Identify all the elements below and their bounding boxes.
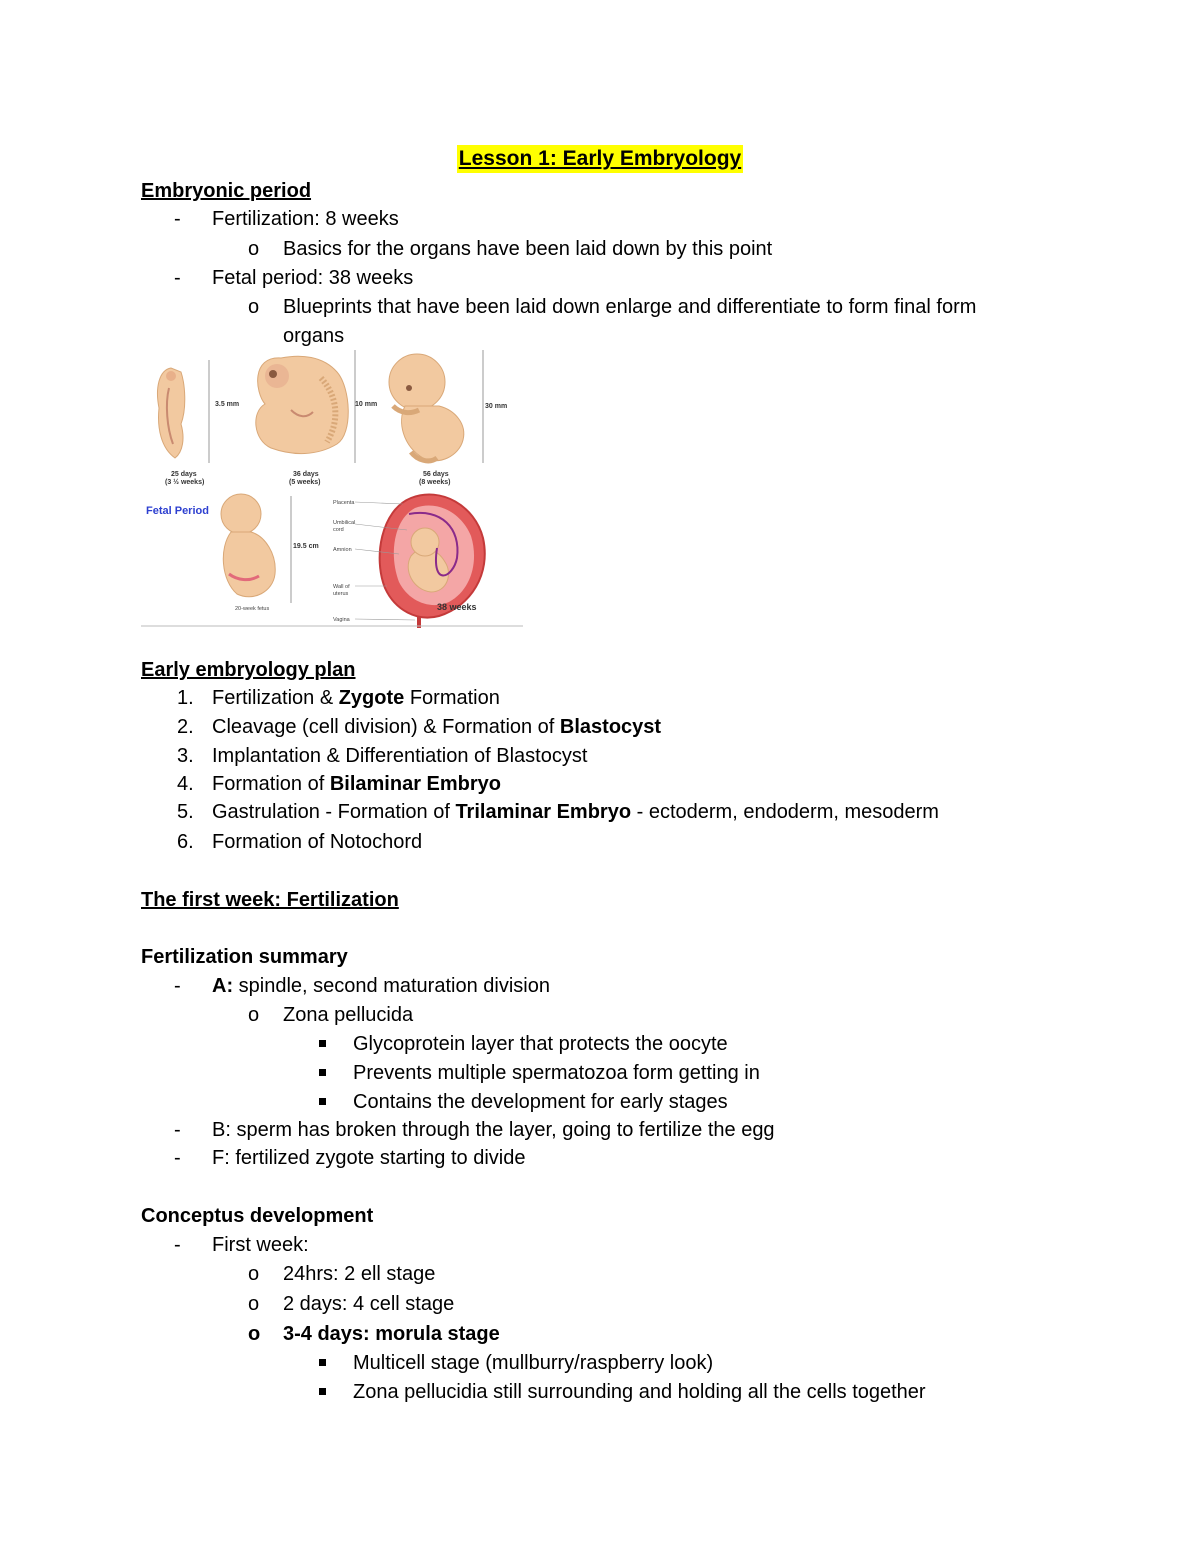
list-item-text: Basics for the organs have been laid down by this point <box>283 238 773 260</box>
list-number: 5. <box>177 801 194 823</box>
heading-early-embryology-plan: Early embryology plan <box>141 659 356 681</box>
label-umbilical: cord <box>333 527 344 533</box>
label-vagina: Vagina <box>333 617 350 623</box>
list-item-text: Contains the development for early stages <box>353 1091 728 1113</box>
list-item-text: F: fertilized zygote starting to divide <box>212 1147 526 1169</box>
list-item-text: A: spindle, second maturation division <box>212 975 550 997</box>
label-wall-of-uterus: Wall of <box>333 584 350 590</box>
title-container <box>0 145 1200 173</box>
list-item-text: 3-4 days: morula stage <box>283 1323 500 1345</box>
circle-bullet: o <box>248 1323 261 1345</box>
caption: 20-week fetus <box>235 606 270 612</box>
list-item-text: 2 days: 4 cell stage <box>283 1293 455 1315</box>
list-item-text: Cleavage (cell division) & Formation of Blastocyst <box>212 716 662 738</box>
list-item-text: Gastrulation - Formation of Trilaminar Embryo - ectoderm, endoderm, mesoderm <box>212 801 939 823</box>
caption: 56 days <box>423 471 449 478</box>
circle-bullet: o <box>248 238 260 260</box>
list-item-text: Zona pellucida <box>283 1004 414 1026</box>
list-item-text: 24hrs: 2 ell stage <box>283 1263 436 1285</box>
list-item-text: Zona pellucidia still surrounding and holding all the cells together <box>353 1381 926 1403</box>
embryo-36-days <box>256 356 348 453</box>
scale-label: 19.5 cm <box>293 543 319 550</box>
label-placenta: Placenta <box>333 500 355 506</box>
square-bullet <box>319 1378 326 1406</box>
dash-bullet: - <box>174 1119 181 1141</box>
list-item-text: Implantation & Differentiation of Blastocyst <box>212 745 588 767</box>
list-item-text: Glycoprotein layer that protects the oocyte <box>353 1033 728 1055</box>
dash-bullet: - <box>174 1234 181 1256</box>
embryo-figure-svg <box>141 348 523 628</box>
heading-first-week: The first week: Fertilization <box>141 889 399 911</box>
square-bullet <box>319 1088 326 1116</box>
scale-label: 3.5 mm <box>215 401 240 408</box>
list-number: 3. <box>177 745 194 767</box>
caption: (5 weeks) <box>289 479 321 486</box>
embryo-56-days <box>389 354 464 461</box>
list-item-text: organs <box>283 325 345 347</box>
scale-label: 30 mm <box>485 403 508 410</box>
heading-embryonic-period: Embryonic period <box>141 180 312 202</box>
page-title: Lesson 1: Early Embryology <box>457 145 743 173</box>
heading-conceptus-development: Conceptus development <box>141 1205 374 1227</box>
list-number: 6. <box>177 831 194 853</box>
caption: 36 days <box>293 471 319 478</box>
circle-bullet: o <box>248 1004 260 1026</box>
heading-fertilization-summary: Fertilization summary <box>141 946 348 968</box>
caption: (3 ½ weeks) <box>165 479 205 486</box>
list-item-text: Multicell stage (mullburry/raspberry look) <box>353 1352 714 1374</box>
list-item-text: B: sperm has broken through the layer, going to fertilize the egg <box>212 1119 775 1141</box>
caption: (8 weeks) <box>419 479 451 486</box>
list-item-text: Formation of Notochord <box>212 831 423 853</box>
square-bullet <box>319 1059 326 1087</box>
embryo-development-figure <box>141 348 523 628</box>
list-item-text: Prevents multiple spermatozoa form getting in <box>353 1062 760 1084</box>
list-number: 1. <box>177 687 194 709</box>
label-umbilical: Umbilical <box>333 520 356 526</box>
list-item-text: First week: <box>212 1234 309 1256</box>
list-number: 4. <box>177 773 194 795</box>
circle-bullet: o <box>248 296 260 318</box>
embryo-25-days <box>158 368 185 458</box>
label-38-weeks: 38 weeks <box>437 602 477 612</box>
dash-bullet: - <box>174 1147 181 1169</box>
circle-bullet: o <box>248 1263 260 1285</box>
list-item-text: Blueprints that have been laid down enlarge and differentiate to form final form <box>283 296 977 318</box>
list-item-text: Fertilization & Zygote Formation <box>212 687 500 709</box>
fetal-period-label: Fetal Period <box>146 505 209 517</box>
dash-bullet: - <box>174 267 181 289</box>
list-item-text: Formation of Bilaminar Embryo <box>212 773 501 795</box>
fetus-20-weeks <box>221 494 275 597</box>
circle-bullet: o <box>248 1293 260 1315</box>
caption: 25 days <box>171 471 197 478</box>
dash-bullet: - <box>174 208 181 230</box>
scale-label: 10 mm <box>355 401 378 408</box>
list-item-text: Fetal period: 38 weeks <box>212 267 414 289</box>
label-amnion: Amnion <box>333 547 352 553</box>
list-number: 2. <box>177 716 194 738</box>
label-wall-of-uterus: uterus <box>333 591 349 597</box>
dash-bullet: - <box>174 975 181 997</box>
square-bullet <box>319 1030 326 1058</box>
square-bullet <box>319 1349 326 1377</box>
list-item-text: Fertilization: 8 weeks <box>212 208 399 230</box>
